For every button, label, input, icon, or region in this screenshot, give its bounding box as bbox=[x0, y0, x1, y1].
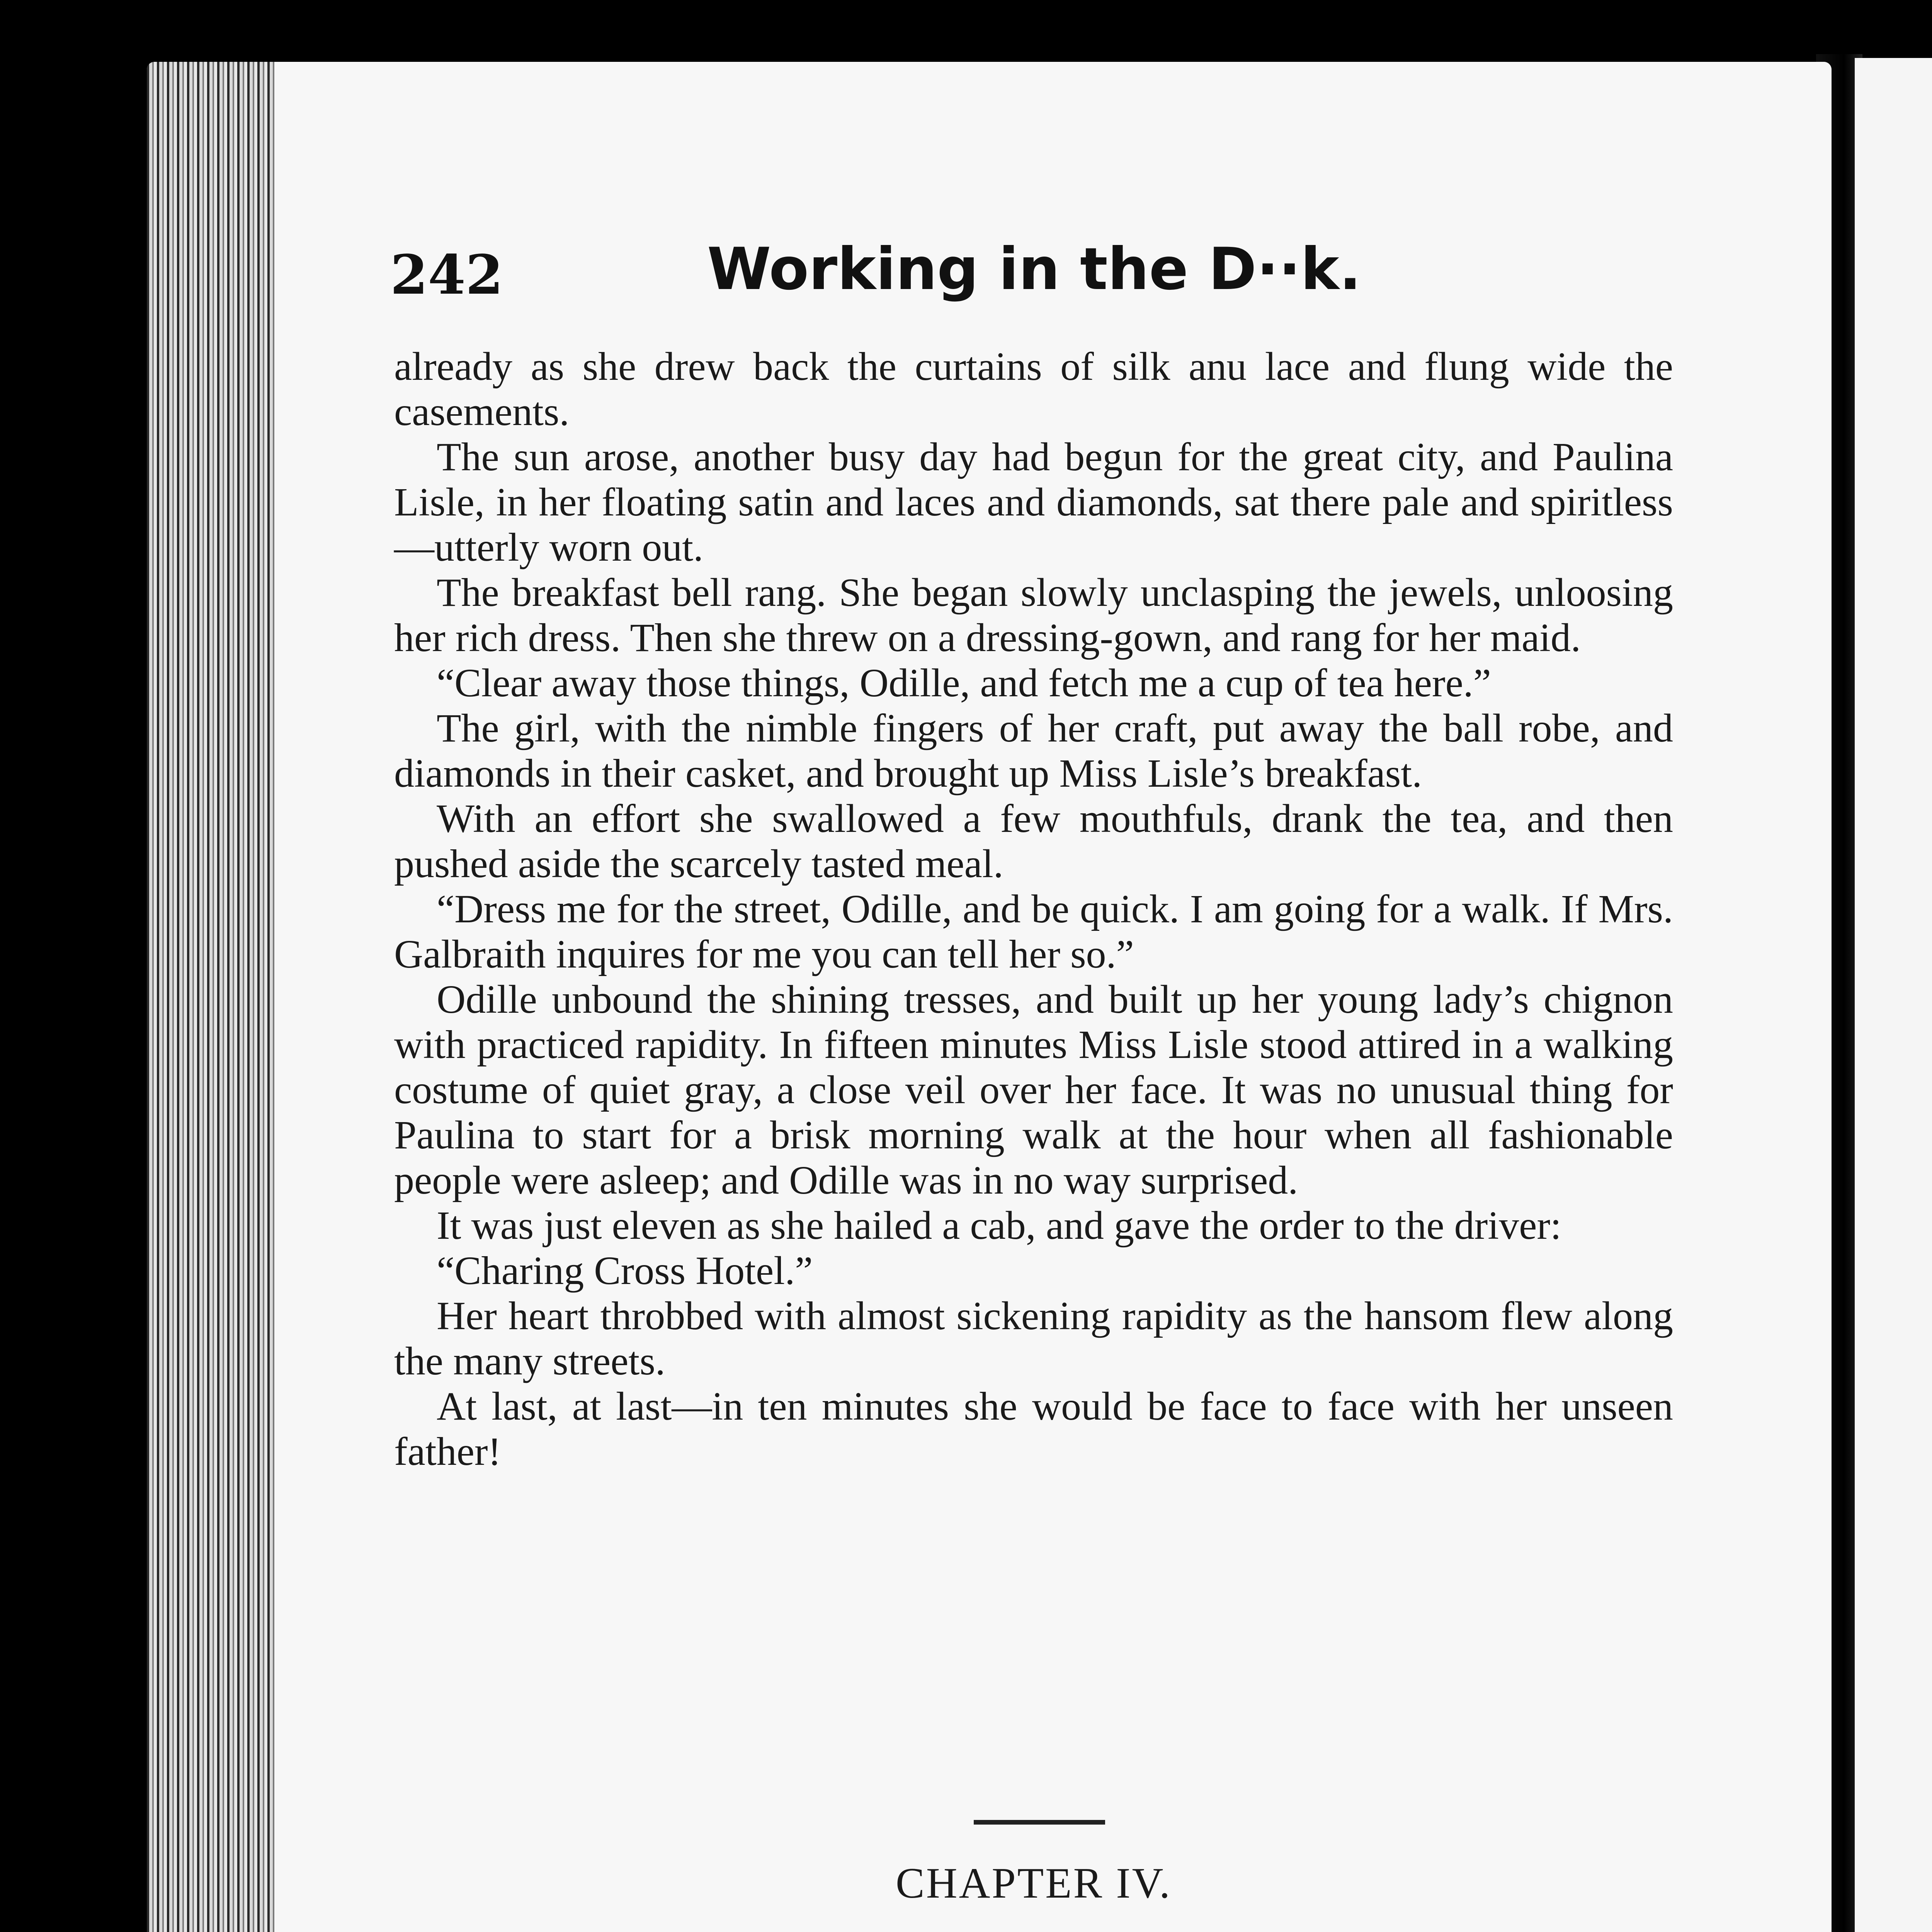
chapter-heading: CHAPTER IV. bbox=[895, 1859, 1172, 1907]
page-number: 242 bbox=[390, 243, 503, 307]
page-edge bbox=[147, 62, 274, 1932]
paragraph: “Charing Cross Hotel.” bbox=[437, 1248, 813, 1293]
running-title: Working in the D··k. bbox=[707, 236, 1361, 303]
paragraph: The sun arose, another busy day had begun for the great city, and Paulina Lisle, in her floating satin and laces and diamonds, sat there pale and spiritless—utterly worn out. bbox=[394, 435, 1673, 570]
right-page bbox=[1855, 58, 1932, 1932]
paragraph: Odille unbound the shining tresses, and built up her young lady’s chignon with practiced rapidity. In fifteen minutes Miss Lisle stood attired in a walking costume of quiet gray, a close veil over her face. It was no unusual thing for Paulina to start for a brisk morning walk at the hour when all fashionable people were asleep; and Odille was in no way surprised. bbox=[394, 977, 1673, 1202]
paragraph: “Clear away those things, Odille, and fetch me a cup of tea here.” bbox=[437, 661, 1491, 705]
paragraph: “Dress me for the street, Odille, and be quick. I am going for a walk. If Mrs. Galbraith inquires for me you can tell her so.” bbox=[394, 887, 1673, 976]
paragraph: It was just eleven as she hailed a cab, and gave the order to the driver: bbox=[437, 1203, 1561, 1248]
running-header bbox=[390, 236, 1673, 313]
paragraph: Her heart throbbed with almost sickening rapidity as the hansom flew along the many streets. bbox=[394, 1294, 1673, 1383]
chapter-divider bbox=[974, 1820, 1105, 1825]
paragraph: At last, at last—in ten minutes she would be face to face with her unseen father! bbox=[394, 1384, 1673, 1474]
paragraph: already as she drew back the curtains of silk anu lace and flung wide the casements. bbox=[394, 344, 1673, 434]
paragraph: With an effort she swallowed a few mouthfuls, drank the tea, and then pushed aside the scarcely tasted meal. bbox=[394, 796, 1673, 886]
paragraph: The girl, with the nimble fingers of her craft, put away the ball robe, and diamonds in their casket, and brought up Miss Lisle’s breakfast. bbox=[394, 706, 1673, 796]
body-text-top bbox=[394, 344, 1673, 1474]
paragraph: The breakfast bell rang. She began slowly unclasping the jewels, unloosing her rich dress. Then she threw on a dressing-gown, and rang for her maid. bbox=[394, 570, 1673, 660]
